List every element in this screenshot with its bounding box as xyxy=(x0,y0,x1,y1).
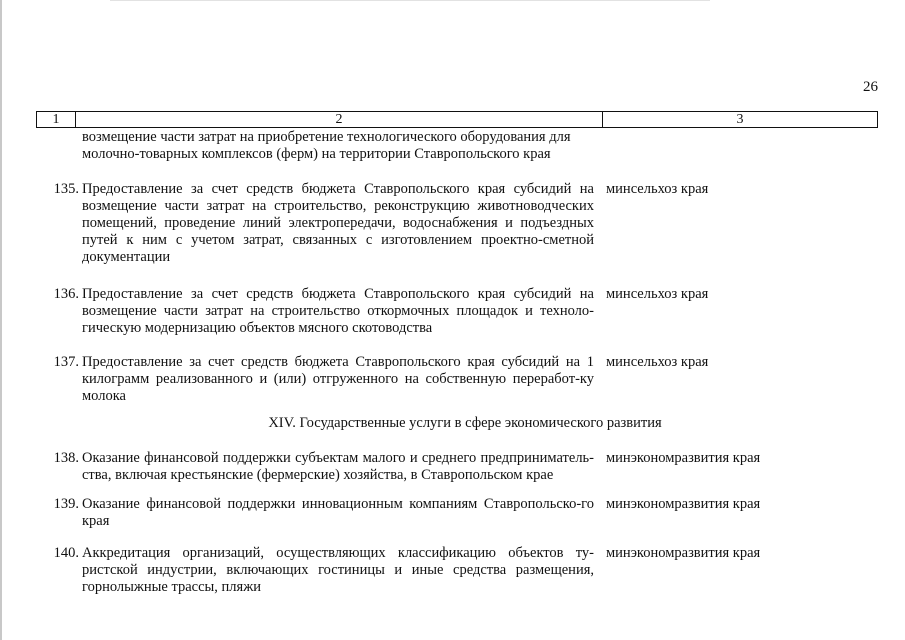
row-agency: минэкономразвития края xyxy=(606,496,761,512)
row-text: Аккредитация организаций, осуществляющих классификацию объектов ту-ристской индустрии, включающих гостиницы и иные средства размещения, горнолыжные трассы, пляжи xyxy=(82,545,594,595)
row-number: 136. xyxy=(53,286,79,302)
row-text: Оказание финансовой поддержки инновационным компаниям Ставропольско-го края xyxy=(82,496,594,529)
row-agency: минсельхоз края xyxy=(606,181,709,197)
page-number: 26 xyxy=(863,79,878,95)
page-top-edge xyxy=(110,0,710,1)
page-left-edge xyxy=(0,0,2,640)
table-header-col-2: 2 xyxy=(76,112,603,127)
table-header xyxy=(36,111,878,128)
section-title: XIV. Государственные услуги в сфере экономического развития xyxy=(268,415,662,431)
row-agency: минэкономразвития края xyxy=(606,545,761,561)
row-text: Предоставление за счет средств бюджета Ставропольского края субсидий на возмещение части затрат на строительство откормочных площадок и техноло-гическую модернизацию объектов мясного скотоводства xyxy=(82,286,594,336)
row-number: 138. xyxy=(53,450,79,466)
continued-text: возмещение части затрат на приобретение технологического оборудования для молочно-товарных комплексов (ферм) на территории Ставропольского края xyxy=(82,129,571,162)
row-agency: минэкономразвития края xyxy=(606,450,761,466)
row-number: 139. xyxy=(53,496,79,512)
row-agency: минсельхоз края xyxy=(606,354,709,370)
row-text: Предоставление за счет средств бюджета Ставропольского края субсидий на возмещение части затрат на строительство, реконструкцию животноводческих помещений, проведение линий электропередачи, водоснабжения и подъездных путей к ним с учетом затрат, связанных с изготовлением проектно-сметной документации xyxy=(82,181,594,265)
row-number: 135. xyxy=(53,181,79,197)
table-header-col-3: 3 xyxy=(736,112,744,127)
row-number: 140. xyxy=(53,545,79,561)
row-text: Предоставление за счет средств бюджета Ставропольского края субсидий на 1 килограмм реализованного и (или) отгруженного на собственную переработ-ку молока xyxy=(82,354,594,404)
table-header-col-1: 1 xyxy=(37,112,76,127)
row-agency: минсельхоз края xyxy=(606,286,709,302)
row-number: 137. xyxy=(53,354,79,370)
row-text: Оказание финансовой поддержки субъектам малого и среднего предприниматель-ства, включая крестьянские (фермерские) хозяйства, в Ставропольском крае xyxy=(82,450,594,483)
